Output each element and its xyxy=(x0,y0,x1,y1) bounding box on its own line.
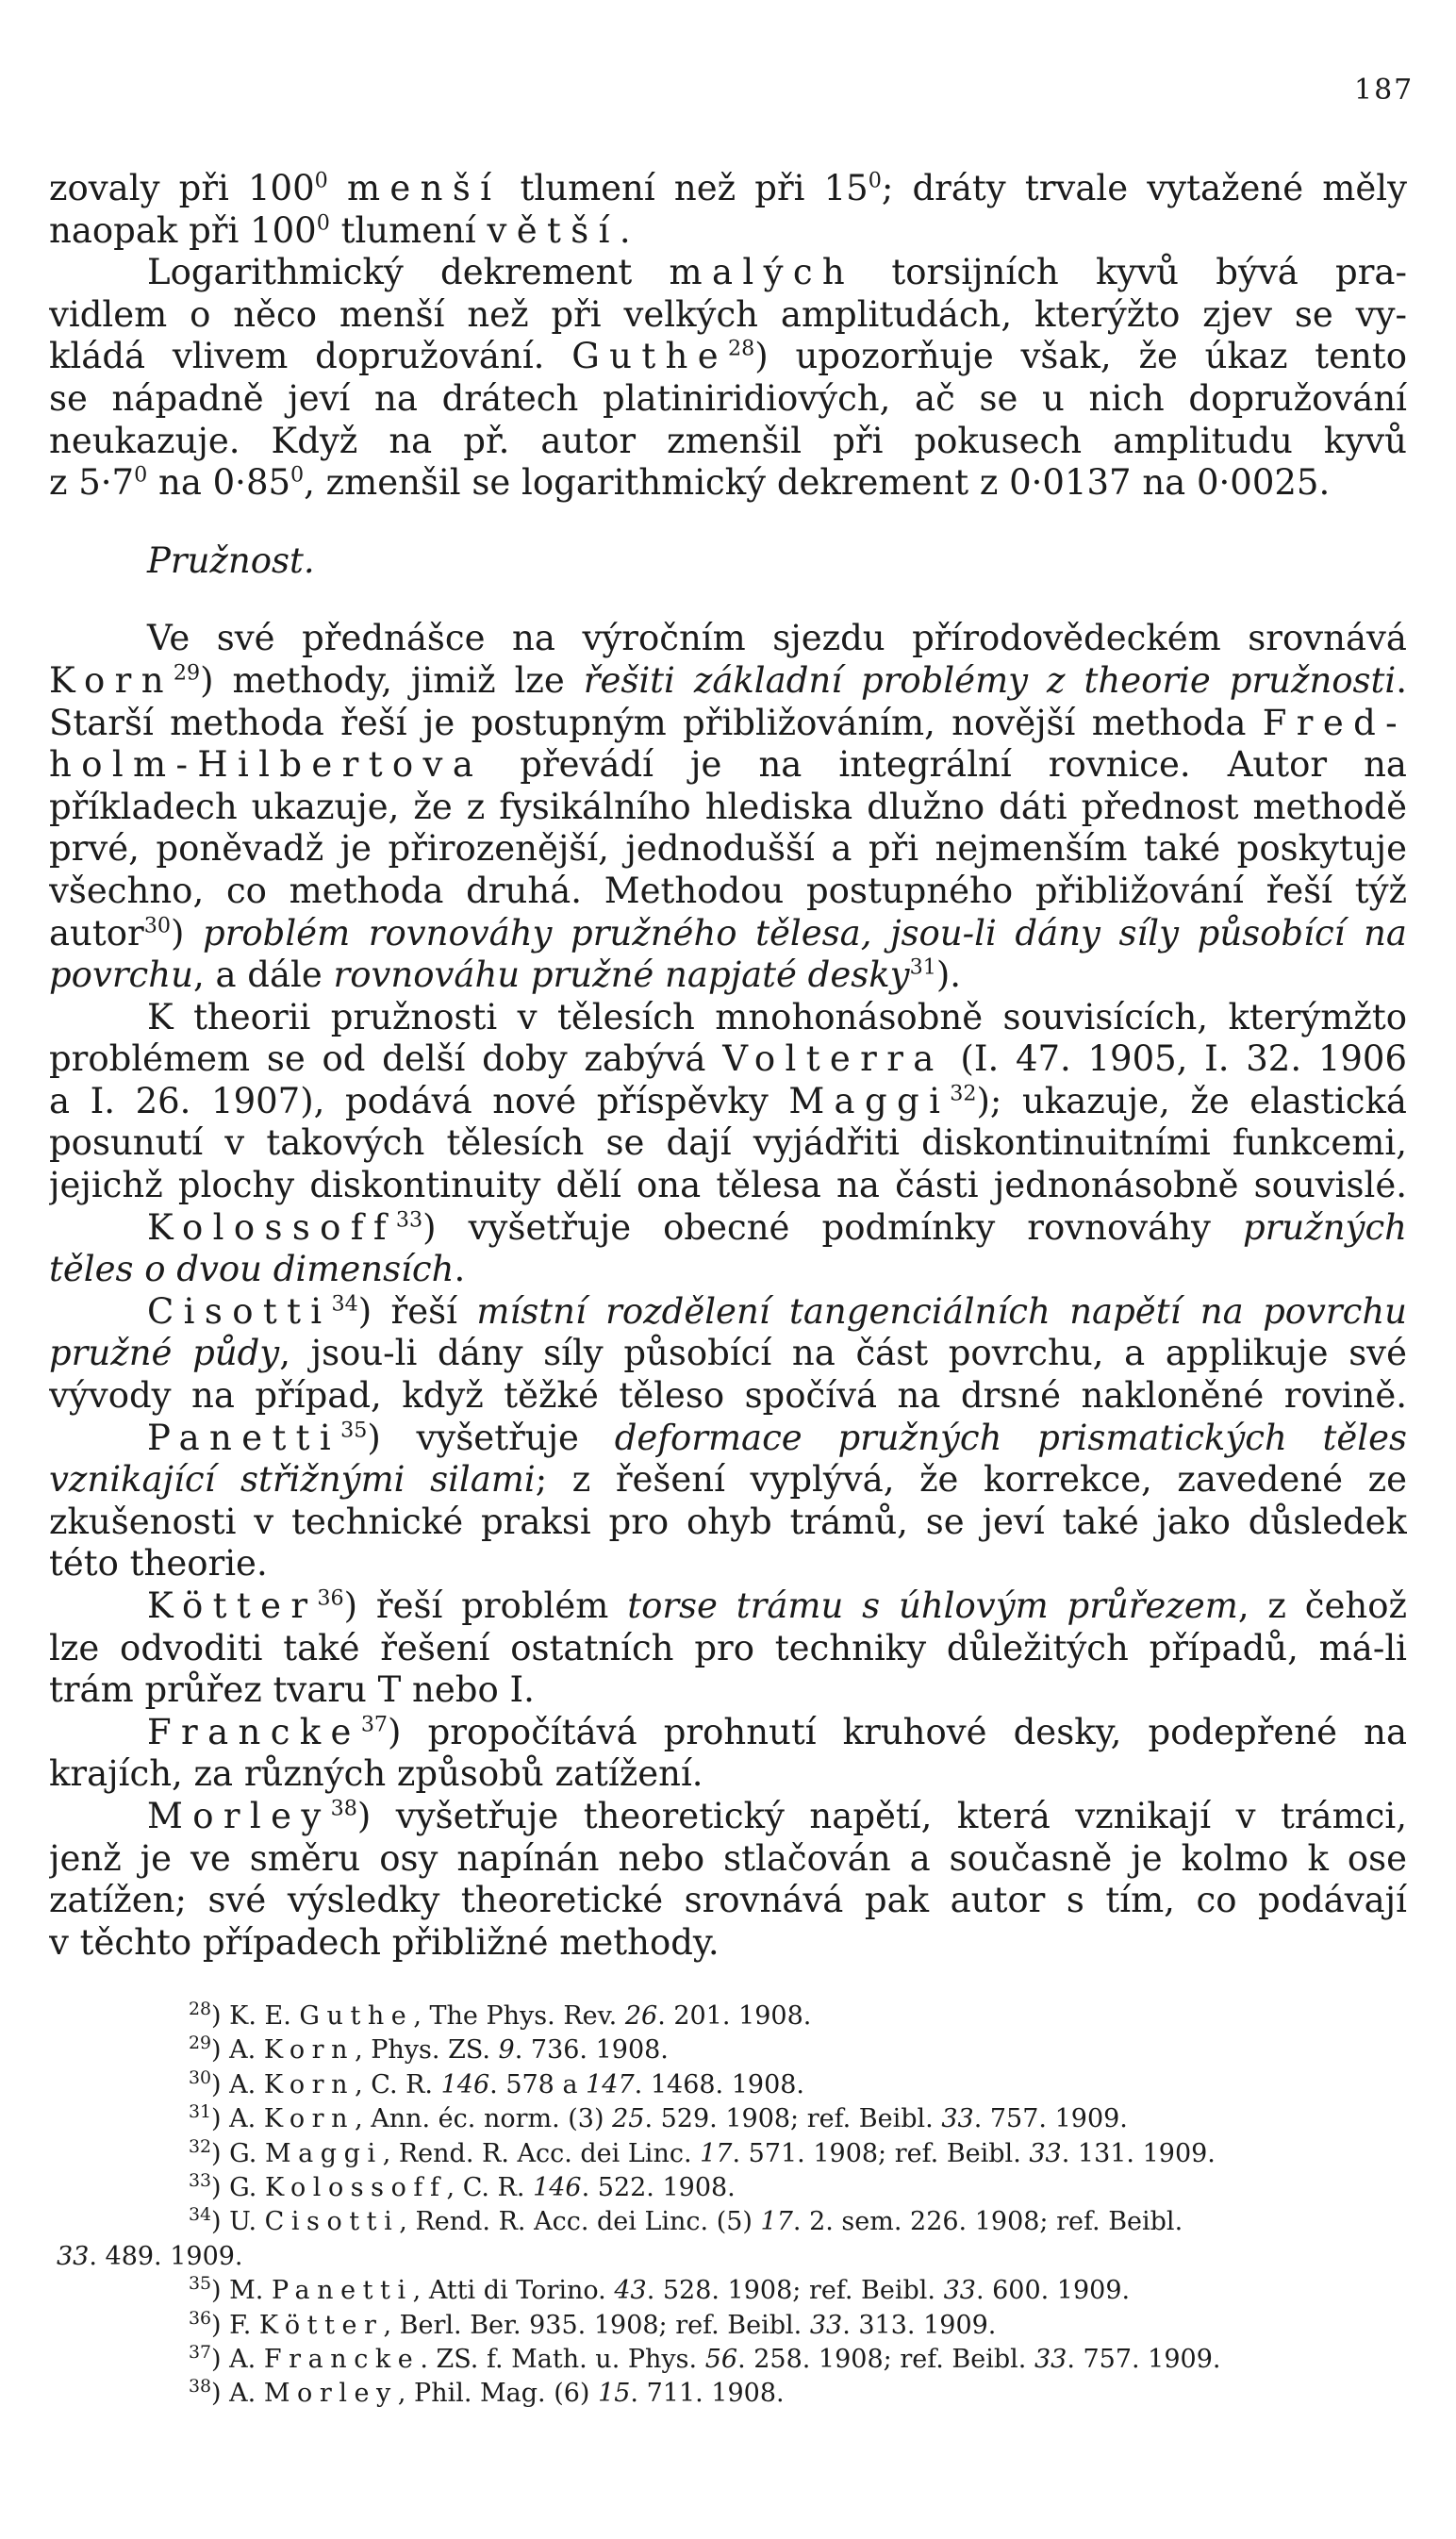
text-line: vznikající střižnými silami; z řešení vyplývá, že korrekce, zavedené ze xyxy=(49,1459,1407,1501)
section-paragraphs xyxy=(49,618,1407,1964)
text-line: Korn$^{29}$) methody, jimiž lze řešiti základní problémy z theorie pružnosti. xyxy=(49,659,1407,701)
text-line: pružné půdy, jsou-li dány síly působící na část povrchu, a applikuje své xyxy=(49,1333,1407,1374)
text-line: kládá vlivem dopružování. Guthe$^{28}$) upozorňuje však, že úkaz tento xyxy=(49,336,1407,377)
page-number: 187 xyxy=(1354,74,1415,107)
text-line: jejichž plochy diskontinuity dělí ona tělesa na části jednonásobně souvislé. xyxy=(49,1165,1407,1206)
text-line: jenž je ve směru osy napínán nebo stlačován a současně je kolmo k ose xyxy=(49,1837,1407,1879)
text-line: Starší methoda řeší je postupným přibližováním, novější methoda Fred- xyxy=(49,702,1407,743)
text-line: zkušenosti v technické praksi pro ohyb trámů, se jeví také jako důsledek xyxy=(49,1501,1407,1542)
footnote-line: 33. 489. 1909. xyxy=(57,2241,243,2271)
footnote-line: $^{36}$) F. Kötter, Berl. Ber. 935. 1908; ref. Beibl. 33. 313. 1909. xyxy=(189,2308,997,2340)
text-line: těles o dvou dimensích. xyxy=(49,1249,466,1290)
text-line: krajích, za různých způsobů zatížení. xyxy=(49,1753,703,1795)
text-line: všechno, co methoda druhá. Methodou postupného přibližování řeší týž xyxy=(49,870,1407,911)
text-line: naopak při $100^0$ tlumení větší. xyxy=(49,209,631,251)
text-line: Morley$^{38}$) vyšetřuje theoretický napětí, která vznikají v trámci, xyxy=(147,1795,1407,1836)
text-line: neukazuje. Když na př. autor zmenšil při pokusech amplitudu kyvů xyxy=(49,420,1407,461)
footnote-line: $^{37}$) A. Francke. ZS. f. Math. u. Phys. 56. 258. 1908; ref. Beibl. 33. 757. 1909. xyxy=(189,2342,1221,2374)
text-line: Logarithmický dekrement malých torsijních kyvů bývá pra- xyxy=(147,252,1407,293)
opening-paragraphs xyxy=(49,168,1407,505)
footnotes xyxy=(49,2000,1407,2412)
text-line: Francke$^{37}$) propočítává prohnutí kruhové desky, podepřené na xyxy=(147,1711,1407,1752)
text-line: v těchto případech přibližné methody. xyxy=(49,1921,720,1963)
text-line: trám průřez tvaru T nebo I. xyxy=(49,1669,535,1711)
text-line: posunutí v takových tělesích se dají vyjádřiti diskontinuitními funkcemi, xyxy=(49,1122,1407,1164)
text-line: Kötter$^{36}$) řeší problém torse trámu s úhlovým průřezem, z čehož xyxy=(147,1585,1407,1626)
footnote-line: $^{31}$) A. Korn, Ann. éc. norm. (3) 25. 529. 1908; ref. Beibl. 33. 757. 1909. xyxy=(189,2102,1128,2134)
footnote-line: $^{32}$) G. Maggi, Rend. R. Acc. dei Linc. 17. 571. 1908; ref. Beibl. 33. 131. 1909. xyxy=(189,2136,1216,2168)
text-line: vývody na případ, když těžké těleso spočívá na drsné nakloněné rovině. xyxy=(49,1375,1407,1417)
text-line: Kolossoff$^{33}$) vyšetřuje obecné podmínky rovnováhy pružných xyxy=(147,1206,1407,1248)
text-line: povrchu, a dále rovnováhu pružné napjaté desky$^{31}$). xyxy=(49,954,962,996)
text-line: prvé, poněvadž je přirozenější, jednodušší a při nejmenším také poskytuje xyxy=(49,828,1407,870)
text-line: problémem se od delší doby zabývá Volterra (I. 47. 1905, I. 32. 1906 xyxy=(49,1038,1407,1080)
text-line: vidlem o něco menší než při velkých amplitudách, kterýžto zjev se vy- xyxy=(49,293,1407,335)
footnote-line: $^{35}$) M. Panetti, Atti di Torino. 43. 528. 1908; ref. Beibl. 33. 600. 1909. xyxy=(189,2274,1131,2306)
text-line: K theorii pružnosti v tělesích mnohonásobně souvisících, kterýmžto xyxy=(147,996,1407,1037)
text-line: Panetti$^{35}$) vyšetřuje deformace pružných prismatických těles xyxy=(147,1417,1407,1458)
footnote-line: $^{29}$) A. Korn, Phys. ZS. 9. 736. 1908. xyxy=(189,2033,669,2066)
footnote-line: $^{34}$) U. Cisotti, Rend. R. Acc. dei Linc. (5) 17. 2. sem. 226. 1908; ref. Beibl. xyxy=(189,2205,1183,2237)
text-line: autor$^{30}$) problém rovnováhy pružného tělesa, jsou-li dány síly působící na xyxy=(49,912,1407,954)
section-title: Pružnost. xyxy=(147,539,315,581)
main-text xyxy=(49,168,1407,1964)
text-line: lze odvoditi také řešení ostatních pro techniky důležitých případů, má-li xyxy=(49,1627,1407,1668)
footnote-line: $^{30}$) A. Korn, C. R. 146. 578 a 147. 1468. 1908. xyxy=(189,2067,805,2099)
text-line: zatížen; své výsledky theoretické srovnává pak autor s tím, co podávají xyxy=(49,1880,1407,1921)
text-line: této theorie. xyxy=(49,1543,268,1585)
text-line: se nápadně jeví na drátech platiniridiových, ač se u nich dopružování xyxy=(49,377,1407,419)
footnote-line: $^{38}$) A. Morley, Phil. Mag. (6) 15. 711. 1908. xyxy=(189,2377,785,2409)
text-line: z $5\cdot 7^0$ na $0\cdot 85^0$, zmenšil se logarithmický dekrement z 0·0137 na 0·0025. xyxy=(49,462,1331,504)
footnote-line: $^{33}$) G. Kolossoff, C. R. 146. 522. 1908. xyxy=(189,2170,736,2202)
footnote-line: $^{28}$) K. E. Guthe, The Phys. Rev. 26. 201. 1908. xyxy=(189,2000,812,2031)
text-line: a I. 26. 1907), podává nové příspěvky Maggi$^{32}$); ukazuje, že elastická xyxy=(49,1080,1407,1121)
text-line: zovaly při $100^0$ menší tlumení než při $15^0$; dráty trvale vytažené měly xyxy=(49,168,1407,208)
text-line: Cisotti$^{34}$) řeší místní rozdělení tangenciálních napětí na povrchu xyxy=(147,1290,1407,1332)
text-line: holm-Hilbertova převádí je na integrální rovnice. Autor na xyxy=(49,744,1407,786)
text-line: Ve své přednášce na výročním sjezdu přírodovědeckém srovnává xyxy=(147,618,1407,659)
text-line: příkladech ukazuje, že z fysikálního hlediska dlužno dáti přednost methodě xyxy=(49,786,1407,827)
